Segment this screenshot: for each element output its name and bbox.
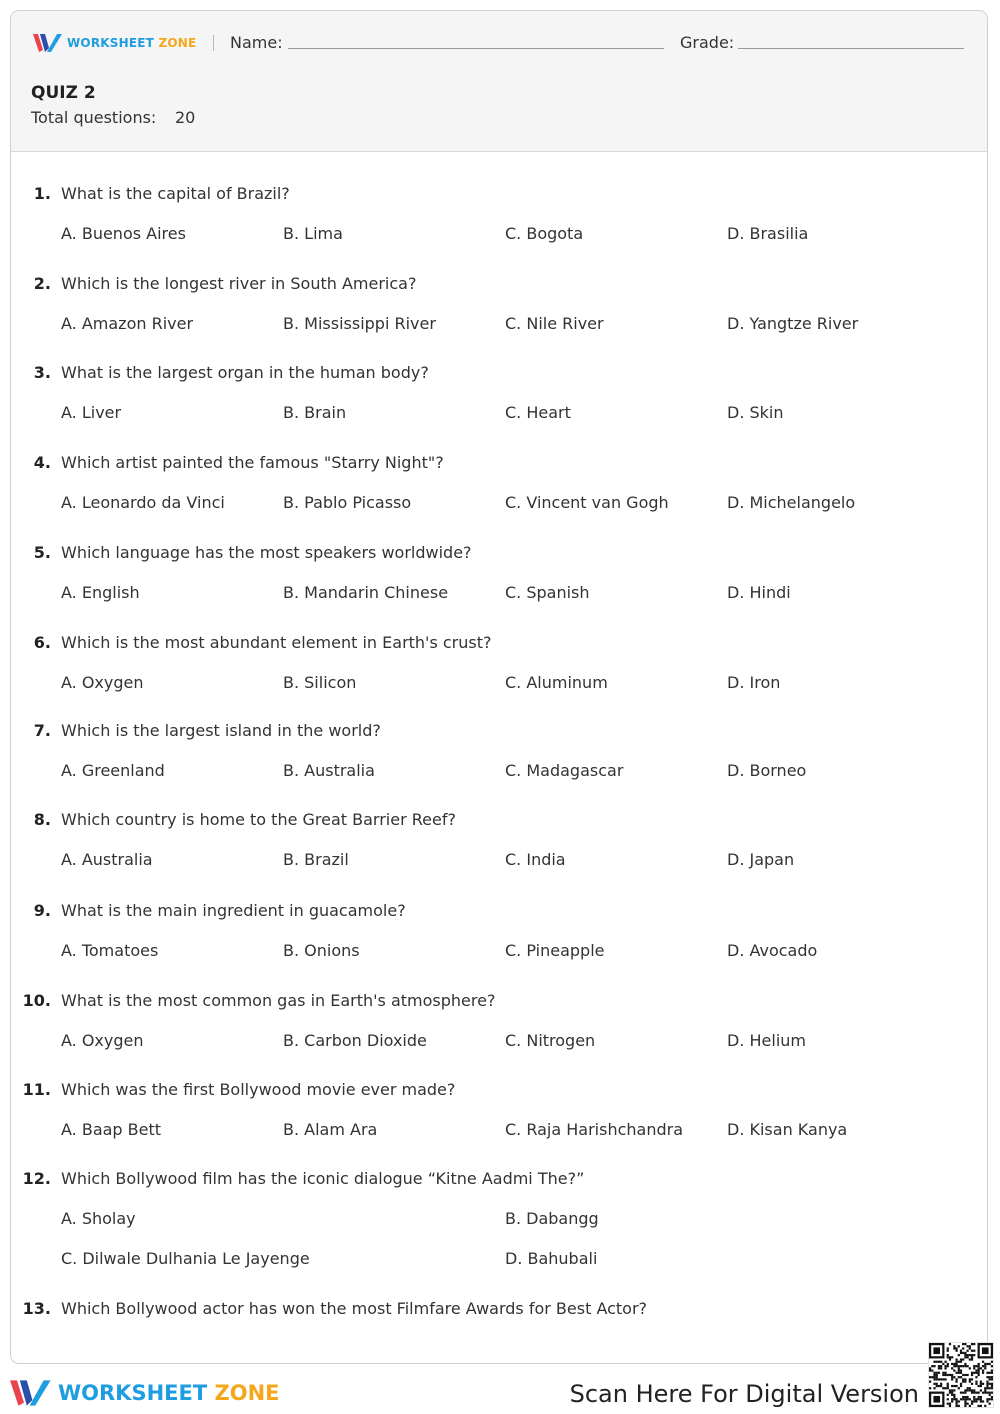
question-text: Which Bollywood film has the iconic dialogue “Kitne Aadmi The?” xyxy=(61,1169,585,1188)
question-text: Which was the first Bollywood movie ever made? xyxy=(61,1080,456,1099)
worksheet-sheet xyxy=(10,10,988,1364)
footer-logo xyxy=(10,1376,280,1410)
answer-option[interactable]: D. Iron xyxy=(727,673,781,692)
question-text: What is the largest organ in the human body? xyxy=(61,363,429,382)
footer-brand-text xyxy=(58,1381,280,1405)
answer-option[interactable]: A. Australia xyxy=(61,850,153,869)
quiz-title: QUIZ 2 xyxy=(31,83,96,103)
answer-option[interactable]: B. Pablo Picasso xyxy=(283,493,412,512)
question-number: 1. xyxy=(33,184,51,203)
question-text: Which country is home to the Great Barrier Reef? xyxy=(61,810,456,829)
answer-option[interactable]: A. Liver xyxy=(61,403,122,422)
question-text: What is the capital of Brazil? xyxy=(61,184,290,203)
question-number: 7. xyxy=(33,721,51,740)
answer-option[interactable]: C. Bogota xyxy=(505,224,584,243)
total-questions-value: 20 xyxy=(175,108,196,127)
answer-option[interactable]: B. Mississippi River xyxy=(283,314,436,333)
answer-option[interactable]: A. Leonardo da Vinci xyxy=(61,493,225,512)
brand-zone: ZONE xyxy=(214,1381,280,1405)
brand-worksheet: WORKSHEET xyxy=(58,1381,208,1405)
answer-option[interactable]: B. Onions xyxy=(283,941,360,960)
answer-option[interactable]: D. Brasilia xyxy=(727,224,809,243)
question-text: Which is the most abundant element in Earth's crust? xyxy=(61,633,492,652)
answer-option[interactable]: B. Brazil xyxy=(283,850,349,869)
answer-option[interactable]: C. Pineapple xyxy=(505,941,605,960)
answer-option[interactable]: A. Baap Bett xyxy=(61,1120,162,1139)
question-number: 4. xyxy=(33,453,51,472)
question-text: What is the most common gas in Earth's atmosphere? xyxy=(61,991,496,1010)
answer-option[interactable]: D. Bahubali xyxy=(505,1249,598,1268)
answer-option[interactable]: B. Brain xyxy=(283,403,347,422)
question-number: 11. xyxy=(22,1080,51,1099)
question-text: Which is the longest river in South America? xyxy=(61,274,417,293)
answer-option[interactable]: A. Sholay xyxy=(61,1209,136,1228)
header-logo xyxy=(33,31,196,55)
question-number: 5. xyxy=(33,543,51,562)
answer-option[interactable]: C. Dilwale Dulhania Le Jayenge xyxy=(61,1249,310,1268)
question-number: 8. xyxy=(33,810,51,829)
answer-option[interactable]: B. Lima xyxy=(283,224,343,243)
answer-option[interactable]: C. Nitrogen xyxy=(505,1031,596,1050)
answer-option[interactable]: D. Yangtze River xyxy=(727,314,859,333)
answer-option[interactable]: A. Oxygen xyxy=(61,1031,144,1050)
total-questions-label: Total questions: xyxy=(31,108,157,127)
answer-option[interactable]: A. Oxygen xyxy=(61,673,144,692)
answer-option[interactable]: B. Silicon xyxy=(283,673,357,692)
worksheetzone-logo-icon xyxy=(10,1377,52,1409)
header-brand-text xyxy=(67,36,196,50)
question-number: 6. xyxy=(33,633,51,652)
answer-option[interactable]: C. Heart xyxy=(505,403,571,422)
scan-here-text: Scan Here For Digital Version xyxy=(569,1380,919,1408)
brand-worksheet: WORKSHEET xyxy=(67,36,155,50)
question-text: What is the main ingredient in guacamole? xyxy=(61,901,406,920)
name-label: Name: xyxy=(230,33,283,52)
qr-code-graphic xyxy=(929,1343,993,1407)
answer-option[interactable]: A. Tomatoes xyxy=(61,941,159,960)
answer-option[interactable]: B. Mandarin Chinese xyxy=(283,583,449,602)
qr-code-icon[interactable] xyxy=(928,1342,994,1408)
question-number: 3. xyxy=(33,363,51,382)
answer-option[interactable]: C. Nile River xyxy=(505,314,604,333)
answer-option[interactable]: A. Greenland xyxy=(61,761,165,780)
header-divider xyxy=(213,35,214,51)
answer-option[interactable]: D. Japan xyxy=(727,850,795,869)
question-number: 2. xyxy=(33,274,51,293)
answer-option[interactable]: B. Carbon Dioxide xyxy=(283,1031,427,1050)
answer-option[interactable]: D. Borneo xyxy=(727,761,807,780)
grade-label: Grade: xyxy=(680,33,735,52)
question-text: Which Bollywood actor has won the most Filmfare Awards for Best Actor? xyxy=(61,1299,648,1318)
question-text: Which language has the most speakers worldwide? xyxy=(61,543,472,562)
brand-zone: ZONE xyxy=(158,36,197,50)
answer-option[interactable]: B. Australia xyxy=(283,761,375,780)
answer-option[interactable]: C. Madagascar xyxy=(505,761,624,780)
answer-option[interactable]: A. Buenos Aires xyxy=(61,224,186,243)
grade-input-line[interactable] xyxy=(738,48,964,49)
answer-option[interactable]: D. Michelangelo xyxy=(727,493,856,512)
question-number: 13. xyxy=(22,1299,51,1318)
question-number: 9. xyxy=(33,901,51,920)
answer-option[interactable]: A. Amazon River xyxy=(61,314,194,333)
worksheetzone-logo-icon xyxy=(33,32,63,54)
answer-option[interactable]: D. Hindi xyxy=(727,583,791,602)
answer-option[interactable]: C. Raja Harishchandra xyxy=(505,1120,684,1139)
question-text: Which is the largest island in the world? xyxy=(61,721,381,740)
answer-option[interactable]: C. Spanish xyxy=(505,583,590,602)
question-text: Which artist painted the famous "Starry Night"? xyxy=(61,453,444,472)
question-number: 12. xyxy=(22,1169,51,1188)
question-number: 10. xyxy=(22,991,51,1010)
question-list xyxy=(11,151,987,1363)
answer-option[interactable]: C. India xyxy=(505,850,566,869)
answer-option[interactable]: B. Dabangg xyxy=(505,1209,599,1228)
answer-option[interactable]: A. English xyxy=(61,583,140,602)
answer-option[interactable]: C. Vincent van Gogh xyxy=(505,493,669,512)
answer-option[interactable]: D. Avocado xyxy=(727,941,818,960)
name-input-line[interactable] xyxy=(288,48,664,49)
answer-option[interactable]: D. Helium xyxy=(727,1031,806,1050)
worksheet-header xyxy=(11,11,987,152)
answer-option[interactable]: B. Alam Ara xyxy=(283,1120,378,1139)
answer-option[interactable]: C. Aluminum xyxy=(505,673,608,692)
answer-option[interactable]: D. Skin xyxy=(727,403,784,422)
answer-option[interactable]: D. Kisan Kanya xyxy=(727,1120,848,1139)
